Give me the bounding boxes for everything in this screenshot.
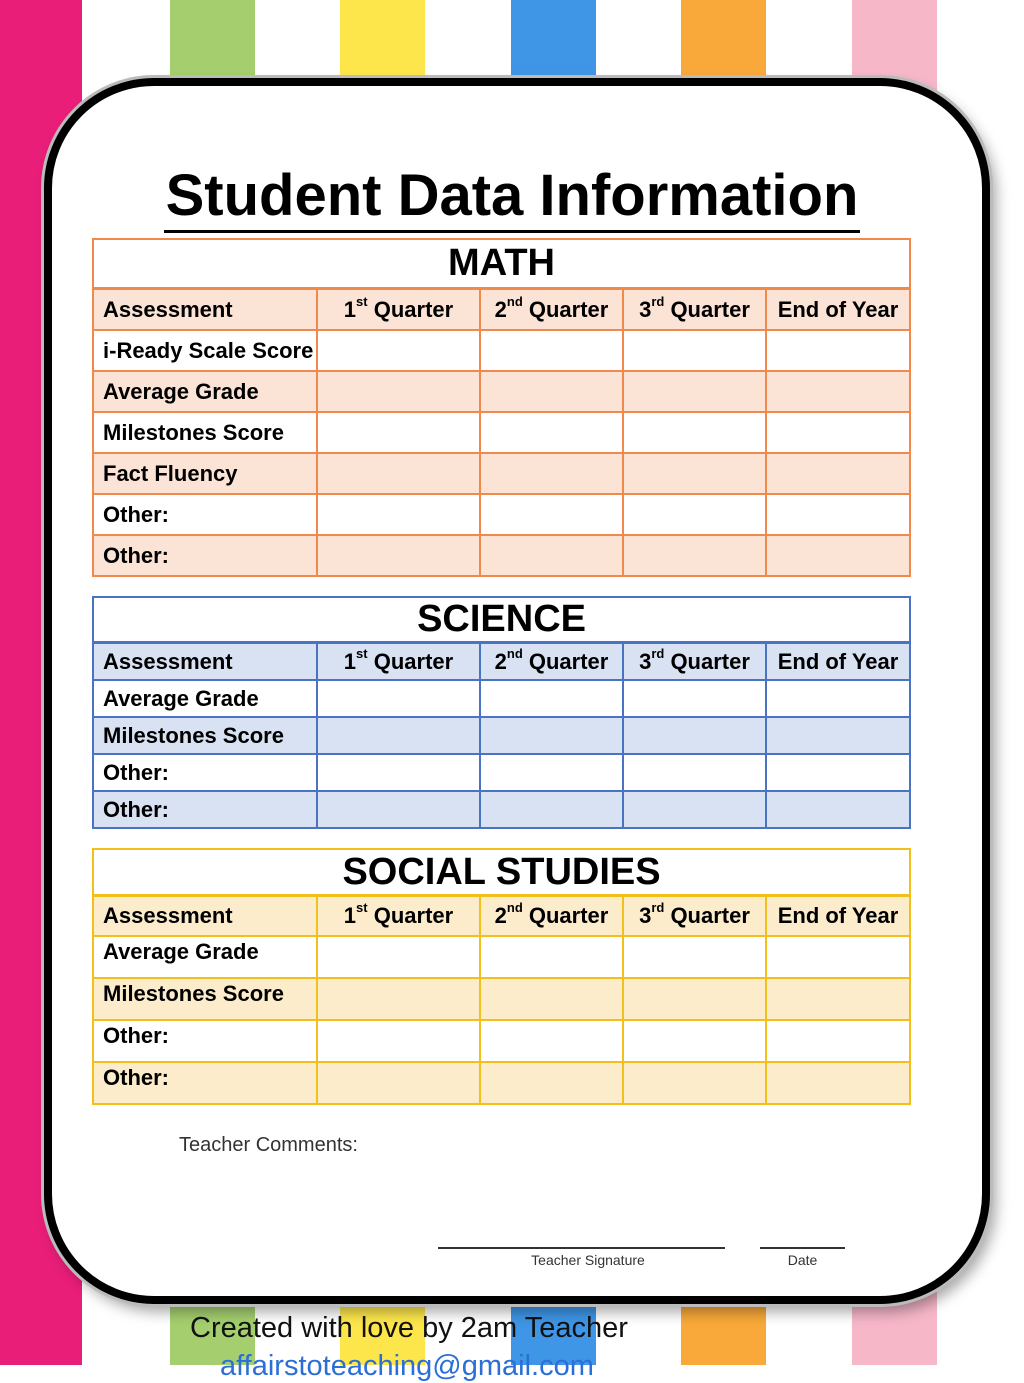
data-cell[interactable] bbox=[766, 1020, 910, 1062]
table-row bbox=[93, 936, 910, 978]
row-label: Milestones Score bbox=[93, 412, 317, 453]
data-cell[interactable] bbox=[766, 978, 910, 1020]
table-row bbox=[93, 1062, 910, 1104]
math-header-row bbox=[93, 289, 910, 331]
table-row bbox=[93, 371, 910, 412]
eoy-header: End of Year bbox=[766, 643, 910, 681]
table-row bbox=[93, 978, 910, 1020]
data-cell[interactable] bbox=[623, 1020, 766, 1062]
row-label: Other: bbox=[93, 1020, 317, 1062]
row-label: Other: bbox=[93, 1062, 317, 1104]
data-cell[interactable] bbox=[623, 453, 766, 494]
table-row bbox=[93, 494, 910, 535]
table-row bbox=[93, 791, 910, 828]
data-cell[interactable] bbox=[480, 978, 623, 1020]
row-label: Milestones Score bbox=[93, 978, 317, 1020]
q2-header: 2nd Quarter bbox=[480, 289, 623, 331]
science-heading: SCIENCE bbox=[93, 597, 910, 643]
data-cell[interactable] bbox=[766, 412, 910, 453]
date-line[interactable] bbox=[760, 1247, 845, 1249]
data-cell[interactable] bbox=[766, 494, 910, 535]
footer-credit: Created with love by 2am Teacher bbox=[190, 1312, 628, 1344]
date-label: Date bbox=[787, 1252, 818, 1268]
table-row bbox=[93, 412, 910, 453]
science-header-row bbox=[93, 643, 910, 681]
data-cell[interactable] bbox=[480, 717, 623, 754]
row-label: Average Grade bbox=[93, 371, 317, 412]
data-cell[interactable] bbox=[317, 535, 480, 576]
science-table bbox=[92, 596, 911, 829]
eoy-header: End of Year bbox=[766, 896, 910, 937]
q3-header: 3rd Quarter bbox=[623, 643, 766, 681]
data-cell[interactable] bbox=[623, 535, 766, 576]
data-cell[interactable] bbox=[623, 330, 766, 371]
data-cell[interactable] bbox=[317, 791, 480, 828]
social-studies-table bbox=[92, 848, 911, 1105]
data-cell[interactable] bbox=[480, 680, 623, 717]
table-row bbox=[93, 453, 910, 494]
q2-header: 2nd Quarter bbox=[480, 643, 623, 681]
data-cell[interactable] bbox=[317, 494, 480, 535]
data-cell[interactable] bbox=[766, 371, 910, 412]
data-cell[interactable] bbox=[623, 680, 766, 717]
row-label: i-Ready Scale Score bbox=[93, 330, 317, 371]
eoy-header: End of Year bbox=[766, 289, 910, 331]
data-cell[interactable] bbox=[766, 680, 910, 717]
table-row bbox=[93, 330, 910, 371]
q2-header: 2nd Quarter bbox=[480, 896, 623, 937]
data-cell[interactable] bbox=[766, 717, 910, 754]
row-label: Fact Fluency bbox=[93, 453, 317, 494]
data-cell[interactable] bbox=[480, 412, 623, 453]
row-label: Other: bbox=[93, 535, 317, 576]
data-cell[interactable] bbox=[480, 791, 623, 828]
q1-header: 1st Quarter bbox=[317, 896, 480, 937]
row-label: Average Grade bbox=[93, 936, 317, 978]
data-cell[interactable] bbox=[766, 754, 910, 791]
social-studies-heading: SOCIAL STUDIES bbox=[93, 849, 910, 896]
data-cell[interactable] bbox=[766, 791, 910, 828]
data-cell[interactable] bbox=[480, 1020, 623, 1062]
data-cell[interactable] bbox=[623, 371, 766, 412]
data-cell[interactable] bbox=[480, 453, 623, 494]
row-label: Average Grade bbox=[93, 680, 317, 717]
data-cell[interactable] bbox=[317, 453, 480, 494]
footer-contact: affairstoteaching@gmail.com bbox=[220, 1350, 594, 1382]
data-cell[interactable] bbox=[317, 371, 480, 412]
data-cell[interactable] bbox=[480, 535, 623, 576]
table-row bbox=[93, 754, 910, 791]
data-cell[interactable] bbox=[480, 330, 623, 371]
assessment-header: Assessment bbox=[93, 643, 317, 681]
data-cell[interactable] bbox=[480, 754, 623, 791]
signature-label: Teacher Signature bbox=[531, 1252, 645, 1268]
table-row bbox=[93, 680, 910, 717]
row-label: Other: bbox=[93, 494, 317, 535]
data-cell[interactable] bbox=[623, 412, 766, 453]
q1-header: 1st Quarter bbox=[317, 643, 480, 681]
math-table bbox=[92, 238, 911, 577]
signature-line[interactable] bbox=[438, 1247, 725, 1249]
data-cell[interactable] bbox=[480, 371, 623, 412]
data-cell[interactable] bbox=[766, 453, 910, 494]
data-cell[interactable] bbox=[766, 535, 910, 576]
data-cell[interactable] bbox=[317, 330, 480, 371]
data-cell[interactable] bbox=[317, 412, 480, 453]
data-cell[interactable] bbox=[623, 791, 766, 828]
data-cell[interactable] bbox=[317, 936, 480, 978]
data-cell[interactable] bbox=[623, 936, 766, 978]
data-cell[interactable] bbox=[480, 936, 623, 978]
data-cell[interactable] bbox=[623, 754, 766, 791]
data-cell[interactable] bbox=[480, 1062, 623, 1104]
teacher-comments-label: Teacher Comments: bbox=[179, 1134, 358, 1156]
page-title: Student Data Information bbox=[0, 162, 1024, 233]
data-cell[interactable] bbox=[317, 1020, 480, 1062]
data-cell[interactable] bbox=[623, 494, 766, 535]
row-label: Milestones Score bbox=[93, 717, 317, 754]
table-row bbox=[93, 535, 910, 576]
social-studies-header-row bbox=[93, 896, 910, 937]
data-cell[interactable] bbox=[623, 978, 766, 1020]
table-row bbox=[93, 717, 910, 754]
data-cell[interactable] bbox=[766, 1062, 910, 1104]
data-cell[interactable] bbox=[766, 330, 910, 371]
q3-header: 3rd Quarter bbox=[623, 896, 766, 937]
assessment-header: Assessment bbox=[93, 289, 317, 331]
data-cell[interactable] bbox=[317, 754, 480, 791]
math-heading: MATH bbox=[93, 239, 910, 289]
row-label: Other: bbox=[93, 791, 317, 828]
data-cell[interactable] bbox=[317, 1062, 480, 1104]
q3-header: 3rd Quarter bbox=[623, 289, 766, 331]
data-cell[interactable] bbox=[317, 978, 480, 1020]
data-cell[interactable] bbox=[623, 717, 766, 754]
data-cell[interactable] bbox=[317, 717, 480, 754]
data-cell[interactable] bbox=[766, 936, 910, 978]
data-cell[interactable] bbox=[623, 1062, 766, 1104]
table-row bbox=[93, 1020, 910, 1062]
data-cell[interactable] bbox=[317, 680, 480, 717]
assessment-header: Assessment bbox=[93, 896, 317, 937]
row-label: Other: bbox=[93, 754, 317, 791]
q1-header: 1st Quarter bbox=[317, 289, 480, 331]
data-cell[interactable] bbox=[480, 494, 623, 535]
